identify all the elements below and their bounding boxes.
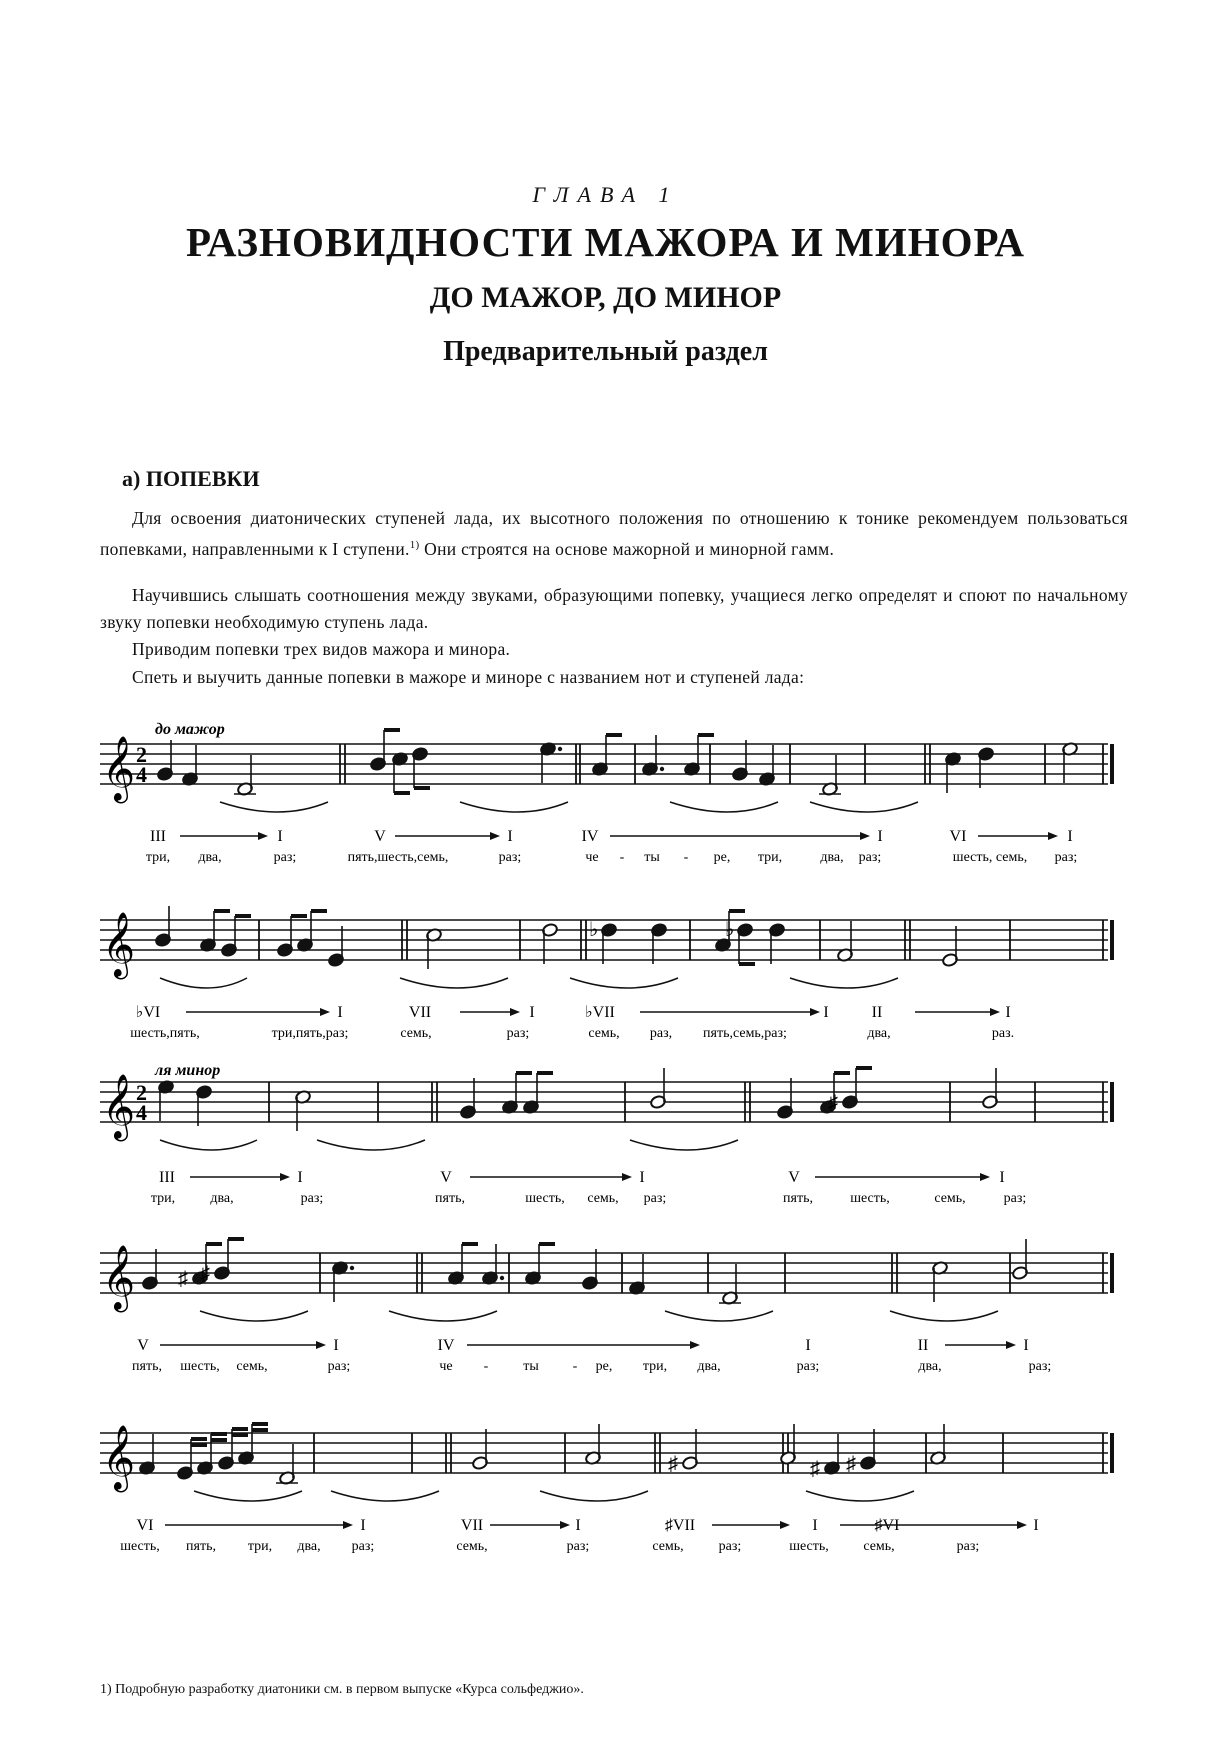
syllable-label: два, — [918, 1359, 942, 1374]
degree-label: I — [999, 1169, 1005, 1186]
syllable-label: семь, — [400, 1026, 432, 1041]
degree-label: I — [1005, 1004, 1011, 1021]
syllable-label: пять, — [783, 1191, 813, 1206]
slur — [790, 978, 898, 988]
time-signature-top: 2 — [136, 742, 147, 767]
degree-label: I — [1067, 828, 1073, 845]
degree-label: VI — [949, 828, 967, 845]
treble-clef-icon: 𝄞 — [102, 1245, 136, 1310]
syllable-label: ре, — [713, 850, 731, 865]
footnote-ref: 1) — [409, 539, 420, 551]
slur — [806, 1491, 914, 1501]
syllable-label: два, — [210, 1191, 234, 1206]
slur — [160, 1140, 257, 1150]
slur — [665, 1311, 773, 1321]
syllable-label: семь, — [588, 1026, 620, 1041]
note-dot — [350, 1266, 354, 1270]
note-dot — [660, 767, 664, 771]
note-dot — [558, 747, 562, 751]
degree-label: I — [639, 1169, 645, 1186]
paragraph-3: Приводим попевки трех видов мажора и минора. — [132, 639, 511, 659]
degree-label: I — [297, 1169, 303, 1186]
syllable-label: раз; — [300, 1191, 324, 1206]
slur — [160, 978, 247, 988]
syllable-label: раз; — [718, 1539, 742, 1554]
arrow-head-icon — [1006, 1341, 1016, 1349]
degree-label: II — [917, 1337, 929, 1354]
syllable-label: раз; — [1003, 1191, 1027, 1206]
time-signature-bottom: 4 — [136, 1100, 147, 1125]
page-title: РАЗНОВИДНОСТИ МАЖОРА И МИНОРА — [186, 219, 1025, 265]
syllable-label: два, — [297, 1539, 321, 1554]
syllable-label: раз. — [991, 1026, 1015, 1041]
syllable-label: два, — [820, 850, 844, 865]
syllable-label: раз; — [351, 1539, 375, 1554]
syllable-label: семь, — [236, 1359, 268, 1374]
degree-label: V — [440, 1169, 452, 1186]
syllable-label: раз; — [566, 1539, 590, 1554]
syllable-label: семь, — [863, 1539, 895, 1554]
do-major-label: до мажор — [155, 721, 225, 738]
degree-label: IV — [581, 828, 599, 845]
syllable-label: раз; — [1028, 1359, 1052, 1374]
slur — [331, 1491, 439, 1501]
la-minor-label: ля минор — [155, 1062, 221, 1079]
flat-icon: ♭ — [589, 919, 599, 941]
slur — [630, 1140, 738, 1150]
paragraph-1-text: Для освоения диатонических ступеней лада, их высотного положения по отношению к тонике рекомендуем пользоваться попевками, направленными к I ступени. — [100, 508, 1128, 559]
time-signature-top: 2 — [136, 1080, 147, 1105]
syllable-label: шесть, — [180, 1359, 220, 1374]
section-title: Предварительный раздел — [443, 336, 768, 367]
degree-label: I — [1023, 1337, 1029, 1354]
treble-clef-icon: 𝄞 — [102, 912, 136, 977]
syllable-label: раз; — [1054, 850, 1078, 865]
slur — [670, 802, 778, 812]
syllable-label: семь, — [456, 1539, 488, 1554]
treble-clef-icon: 𝄞 — [102, 1074, 136, 1139]
syllable-label: три, — [757, 850, 783, 865]
degree-label: III — [150, 828, 166, 845]
arrow-head-icon — [860, 832, 870, 840]
sharp-icon: ♯ — [200, 1263, 210, 1285]
degree-label: I — [360, 1517, 366, 1534]
slur — [200, 1311, 308, 1321]
degree-label: VII — [460, 1517, 484, 1534]
syllable-label: раз; — [858, 850, 882, 865]
degree-label: V — [137, 1337, 149, 1354]
note-dot — [500, 1276, 504, 1280]
slur — [540, 1491, 648, 1501]
syllable-label: два, — [867, 1026, 891, 1041]
arrow-head-icon — [560, 1521, 570, 1529]
degree-label: V — [788, 1169, 800, 1186]
syllable-label: семь, — [934, 1191, 966, 1206]
syllable-label: раз; — [273, 850, 297, 865]
syllable-label: пять, — [132, 1359, 162, 1374]
chapter-label: ГЛАВА 1 — [532, 182, 679, 207]
page-subtitle: ДО МАЖОР, ДО МИНОР — [429, 281, 782, 314]
syllable-label: шесть, семь, — [952, 850, 1028, 865]
slur — [570, 978, 678, 988]
treble-clef-icon: 𝄞 — [102, 1425, 136, 1490]
degree-label: V — [374, 828, 386, 845]
degree-label: I — [277, 828, 283, 845]
degree-label: I — [805, 1337, 811, 1354]
slur — [389, 1311, 497, 1321]
degree-label: VI — [136, 1517, 154, 1534]
degree-label: IV — [437, 1337, 455, 1354]
syllable-label: раз; — [956, 1539, 980, 1554]
syllable-label: че — [439, 1359, 453, 1374]
arrow-head-icon — [510, 1008, 520, 1016]
degree-label: I — [877, 828, 883, 845]
sharp-icon: ♯ — [178, 1268, 188, 1290]
arrow-head-icon — [258, 832, 268, 840]
arrow-head-icon — [490, 832, 500, 840]
arrow-head-icon — [1048, 832, 1058, 840]
syllable-label: три, — [150, 1191, 176, 1206]
slur — [317, 1140, 425, 1150]
degree-label: I — [575, 1517, 581, 1534]
degree-label: III — [159, 1169, 175, 1186]
syllable-label: пять, — [186, 1539, 216, 1554]
syllable-label: три, — [145, 850, 171, 865]
time-signature-bottom: 4 — [136, 762, 147, 787]
syllable-label: три,пять,раз; — [271, 1026, 349, 1041]
degree-label: II — [871, 1004, 883, 1021]
syllable-label: семь, — [587, 1191, 619, 1206]
sharp-icon: ♯ — [668, 1453, 678, 1475]
arrow-head-icon — [690, 1341, 700, 1349]
degree-label: I — [529, 1004, 535, 1021]
degree-label: VII — [408, 1004, 432, 1021]
degree-label: ♯VI — [874, 1517, 900, 1534]
syllable-label: ты — [644, 850, 660, 865]
syllable-label: - — [619, 850, 625, 865]
syllable-label: раз; — [506, 1026, 530, 1041]
arrow-head-icon — [622, 1173, 632, 1181]
syllable-label: два, — [198, 850, 222, 865]
degree-label: I — [823, 1004, 829, 1021]
sharp-icon: ♯ — [810, 1458, 820, 1480]
syllable-label: шесть,пять, — [130, 1026, 200, 1041]
syllable-label: раз; — [643, 1191, 667, 1206]
degree-label: ♭VII — [585, 1004, 615, 1021]
slur — [890, 1311, 998, 1321]
syllable-label: ты — [523, 1359, 539, 1374]
syllable-label: три, — [247, 1539, 273, 1554]
arrow-head-icon — [320, 1008, 330, 1016]
syllable-label: ре, — [595, 1359, 613, 1374]
syllable-label: раз, — [649, 1026, 673, 1041]
arrow-head-icon — [280, 1173, 290, 1181]
slur — [460, 802, 568, 812]
syllable-label: че — [585, 850, 599, 865]
syllable-label: шесть, — [120, 1539, 160, 1554]
syllable-label: пять, — [435, 1191, 465, 1206]
paragraph-1-tail: Они строятся на основе мажорной и минорной гамм. — [419, 538, 835, 559]
syllable-label: раз; — [327, 1359, 351, 1374]
syllable-label: раз; — [498, 850, 522, 865]
syllable-label: пять,семь,раз; — [703, 1026, 787, 1041]
syllable-label: - — [483, 1359, 489, 1374]
degree-label: I — [507, 828, 513, 845]
syllable-label: раз; — [796, 1359, 820, 1374]
syllable-label: семь, — [652, 1539, 684, 1554]
syllable-label: пять,шесть,семь, — [347, 850, 449, 865]
slur — [194, 1491, 302, 1501]
degree-label: ♯VII — [664, 1517, 696, 1534]
flat-icon: ♭ — [725, 919, 735, 941]
syllable-label: шесть, — [525, 1191, 565, 1206]
degree-label: I — [337, 1004, 343, 1021]
sharp-icon: ♯ — [846, 1453, 856, 1475]
syllable-label: три, — [642, 1359, 668, 1374]
slur — [220, 802, 328, 812]
syllable-label: два, — [697, 1359, 721, 1374]
degree-label: I — [333, 1337, 339, 1354]
footnote: 1) Подробную разработку диатоники см. в первом выпуске «Курса сольфеджио». — [100, 1682, 584, 1697]
treble-clef-icon: 𝄞 — [102, 736, 136, 801]
syllable-label: - — [683, 850, 689, 865]
arrow-head-icon — [990, 1008, 1000, 1016]
syllable-label: шесть, — [850, 1191, 890, 1206]
syllable-label: - — [572, 1359, 578, 1374]
arrow-head-icon — [316, 1341, 326, 1349]
degree-label: ♭VI — [135, 1004, 161, 1021]
arrow-head-icon — [343, 1521, 353, 1529]
arrow-head-icon — [780, 1521, 790, 1529]
slur — [400, 978, 508, 988]
paragraph-4: Спеть и выучить данные попевки в мажоре и миноре с названием нот и ступеней лада: — [132, 667, 805, 687]
subsection-heading: а) ПОПЕВКИ — [122, 466, 260, 491]
syllable-label: шесть, — [789, 1539, 829, 1554]
arrow-head-icon — [810, 1008, 820, 1016]
degree-label: I — [812, 1517, 818, 1534]
degree-label: I — [1033, 1517, 1039, 1534]
arrow-head-icon — [1017, 1521, 1027, 1529]
arrow-head-icon — [980, 1173, 990, 1181]
paragraph-2: Научившись слышать соотношения между звуками, образующими попевку, учащиеся легко определят и споют по начальному звуку попевки необходимую ступень лада. — [100, 585, 1128, 632]
slur — [810, 802, 918, 812]
sharp-icon: ♯ — [828, 1092, 838, 1114]
